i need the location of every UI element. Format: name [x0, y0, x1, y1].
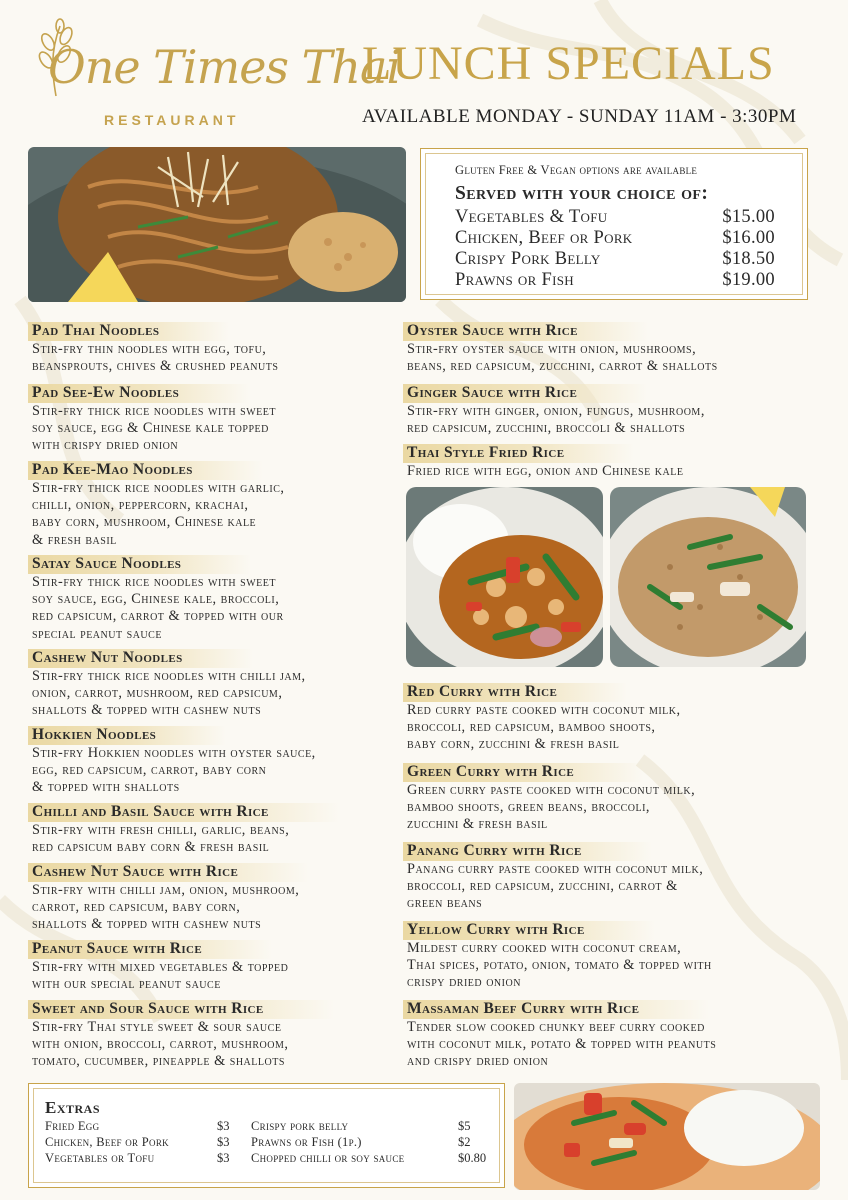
extra-label: Prawns or Fish (1p.): [251, 1135, 362, 1149]
item-name: Chilli and Basil Sauce with Rice: [28, 803, 339, 822]
extra-label: Chicken, Beef or Pork: [45, 1135, 169, 1149]
item-name: Sweet and Sour Sauce with Rice: [28, 1000, 334, 1019]
menu-item-oyster-rice: [407, 322, 718, 375]
stir-fry-photo: [406, 487, 603, 667]
menu-item-hokkien: [32, 726, 316, 797]
item-name: Red Curry with Rice: [403, 683, 627, 702]
item-description: Stir-fry with fresh chilli, garlic, beans, red capsicum baby corn & fresh basil: [32, 822, 290, 856]
menu-item-satay-noodles: [32, 555, 284, 643]
item-description: Stir-fry oyster sauce with onion, mushrooms, beans, red capsicum, zucchini, carrot & shallots: [407, 341, 718, 375]
item-name: Yellow Curry with Rice: [403, 921, 655, 940]
menu-item-yellow-curry: [407, 921, 712, 992]
menu-item-peanut-rice: [32, 940, 288, 993]
price-options-box: [420, 148, 808, 300]
item-description: Stir-fry with mixed vegetables & topped with our special peanut sauce: [32, 959, 289, 993]
item-name: Green Curry with Rice: [403, 763, 644, 782]
menu-item-pad-see-ew: [32, 384, 276, 455]
item-description: Stir-fry thick rice noodles with sweet soy sauce, egg, Chinese kale, broccoli, red capsicum, carrot & topped with our special peanut sauce: [32, 574, 284, 642]
price-option-row: [455, 228, 775, 249]
extra-price: $0.80: [458, 1151, 487, 1165]
price-option-row: [455, 249, 775, 270]
menu-item-massaman-curry: [407, 1000, 716, 1071]
pad-thai-photo: [28, 147, 406, 302]
item-description: Fried rice with egg, onion and Chinese kale: [407, 463, 684, 479]
price-heading: Served with your choice of:: [455, 183, 709, 204]
extra-price: $3: [217, 1151, 230, 1165]
item-name: Pad Thai Noodles: [28, 322, 229, 341]
menu-item-green-curry: [407, 763, 695, 834]
dietary-note: Gluten Free & Vegan options are available: [455, 163, 698, 177]
fried-rice-photo: [610, 487, 806, 667]
menu-item-cashew-noodles: [32, 649, 306, 720]
menu-item-cashew-rice: [32, 863, 308, 934]
extras-box: [28, 1083, 505, 1188]
extra-price: $3: [217, 1119, 230, 1133]
item-name: Thai Style Fried Rice: [403, 444, 634, 463]
item-description: Tender slow cooked chunky beef curry cooked with coconut milk, potato & topped with peanuts and crispy dried onion: [407, 1019, 717, 1070]
item-name: Satay Sauce Noodles: [28, 555, 251, 574]
menu-item-chilli-basil: [32, 803, 339, 856]
logo-subtitle: RESTAURANT: [104, 112, 240, 128]
item-description: Green curry paste cooked with coconut milk, bamboo shoots, green beans, broccoli, zucchini & fresh basil: [407, 782, 696, 833]
page-title: LUNCH SPECIALS: [362, 37, 775, 90]
item-description: Stir-fry thick rice noodles with sweet soy sauce, egg & Chinese kale topped with crispy dried onion: [32, 403, 277, 454]
menu-item-ginger-rice: [407, 384, 705, 437]
item-description: Stir-fry thick rice noodles with chilli jam, onion, carrot, mushroom, red capsicum, shallots & topped with cashew nuts: [32, 668, 306, 719]
menu-item-fried-rice: [407, 444, 683, 480]
item-name: Ginger Sauce with Rice: [403, 384, 647, 403]
extra-price: $3: [217, 1135, 230, 1149]
extra-price: $5: [458, 1119, 471, 1133]
price-option-row: [455, 207, 775, 228]
item-description: Stir-fry Thai style sweet & sour sauce with onion, broccoli, carrot, mushroom, tomato, cucumber, pineapple & shallots: [32, 1019, 289, 1070]
item-description: Stir-fry thick rice noodles with garlic, chilli, onion, peppercorn, krachai, baby corn, mushroom, Chinese kale & fresh basil: [32, 480, 285, 548]
item-description: Stir-fry with ginger, onion, fungus, mushroom, red capsicum, zucchini, broccoli & shallots: [407, 403, 705, 437]
option-price: $15.00: [722, 207, 775, 227]
extra-label: Crispy pork belly: [251, 1119, 349, 1133]
price-option-row: [455, 270, 775, 291]
item-name: Massaman Beef Curry with Rice: [403, 1000, 709, 1019]
item-description: Stir-fry with chilli jam, onion, mushroom, carrot, red capsicum, baby corn, shallots & topped with cashew nuts: [32, 882, 300, 933]
menu-item-panang-curry: [407, 842, 703, 913]
option-label: Vegetables & Tofu: [455, 207, 608, 227]
item-description: Stir-fry Hokkien noodles with oyster sauce, egg, red capsicum, carrot, baby corn & topped with shallots: [32, 745, 316, 796]
option-label: Prawns or Fish: [455, 270, 574, 290]
item-name: Hokkien Noodles: [28, 726, 226, 745]
item-description: Mildest curry cooked with coconut cream, Thai spices, potato, onion, tomato & topped with crispy dried onion: [407, 940, 712, 991]
menu-item-pad-kee-mao: [32, 461, 284, 549]
item-name: Panang Curry with Rice: [403, 842, 652, 861]
option-price: $19.00: [722, 270, 775, 290]
menu-item-red-curry: [407, 683, 681, 754]
menu-item-sweet-sour: [32, 1000, 334, 1071]
extras-title: Extras: [45, 1098, 101, 1117]
restaurant-logo: [26, 18, 401, 133]
item-name: Peanut Sauce with Rice: [28, 940, 272, 959]
item-name: Pad See-Ew Noodles: [28, 384, 249, 403]
option-label: Chicken, Beef or Pork: [455, 228, 633, 248]
extra-price: $2: [458, 1135, 471, 1149]
red-curry-photo: [514, 1083, 820, 1190]
logo-script-text: One Times Thai: [48, 40, 401, 94]
item-name: Cashew Nut Sauce with Rice: [28, 863, 308, 882]
extra-label: Fried Egg: [45, 1119, 100, 1133]
item-name: Pad Kee-Mao Noodles: [28, 461, 263, 480]
item-name: Cashew Nut Noodles: [28, 649, 253, 668]
extra-label: Chopped chilli or soy sauce: [251, 1151, 405, 1165]
menu-item-pad-thai: [32, 322, 278, 375]
item-description: Panang curry paste cooked with coconut milk, broccoli, red capsicum, zucchini, carrot & green beans: [407, 861, 704, 912]
item-description: Stir-fry thin noodles with egg, tofu, beansprouts, chives & crushed peanuts: [32, 341, 279, 375]
extra-label: Vegetables or Tofu: [45, 1151, 155, 1165]
option-price: $16.00: [722, 228, 775, 248]
availability-text: AVAILABLE MONDAY - SUNDAY 11AM - 3:30PM: [362, 106, 797, 127]
option-price: $18.50: [722, 249, 775, 269]
option-label: Crispy Pork Belly: [455, 249, 601, 269]
item-name: Oyster Sauce with Rice: [403, 322, 648, 341]
item-description: Red curry paste cooked with coconut milk, broccoli, red capsicum, bamboo shoots, baby corn, zucchini & fresh basil: [407, 702, 681, 753]
